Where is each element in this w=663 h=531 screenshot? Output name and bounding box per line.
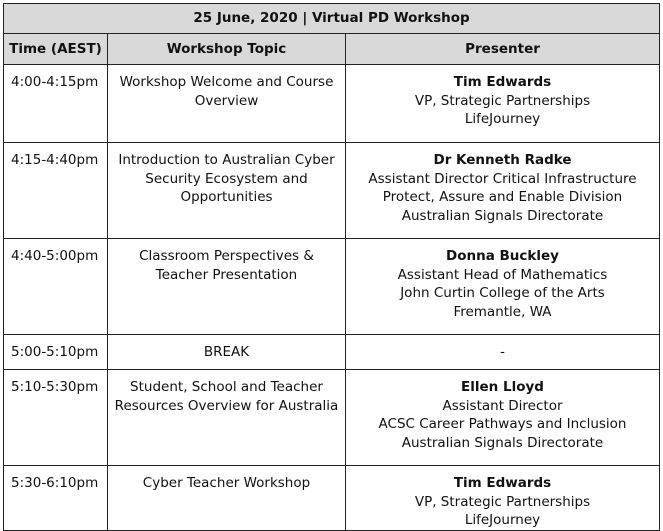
presenter-name: Tim Edwards: [453, 475, 552, 491]
presenter-detail: Fremantle, WA: [453, 303, 552, 320]
presenter-detail: Assistant Head of Mathematics: [397, 266, 608, 283]
presenter-detail: Protect, Assure and Enable Division: [382, 189, 623, 205]
session-presenter: [346, 65, 660, 143]
table-row: [4, 239, 660, 335]
table-row: [4, 370, 660, 466]
workshop-schedule-table: [3, 3, 660, 531]
session-presenter: [346, 370, 660, 466]
presenter-detail: Australian Signals Directorate: [401, 207, 604, 224]
header-presenter: Presenter: [346, 34, 660, 65]
presenter-detail: LifeJourney: [464, 512, 541, 528]
session-time: 5:00-5:10pm: [4, 335, 108, 370]
session-presenter: [346, 239, 660, 335]
presenter-detail: Assistant Director: [442, 397, 563, 414]
title-row: [4, 4, 660, 34]
presenter-detail: ACSC Career Pathways and Inclusion: [378, 416, 627, 432]
presenter-name: Tim Edwards: [453, 74, 552, 90]
session-topic: Workshop Welcome and Course Overview: [108, 65, 346, 143]
schedule-title: 25 June, 2020 | Virtual PD Workshop: [4, 4, 660, 34]
table-row: [4, 335, 660, 370]
session-time: 4:40-5:00pm: [4, 239, 108, 335]
column-header-row: [4, 34, 660, 65]
header-time: Time (AEST): [4, 34, 108, 65]
session-time: 5:30-6:10pm: [4, 466, 108, 531]
session-topic: Student, School and Teacher Resources Overview for Australia: [108, 370, 346, 466]
session-presenter: [346, 466, 660, 531]
session-presenter: [346, 335, 660, 370]
presenter-name: Ellen Lloyd: [461, 379, 544, 395]
session-topic: Introduction to Australian Cyber Security Ecosystem and Opportunities: [108, 143, 346, 239]
session-time: 4:15-4:40pm: [4, 143, 108, 239]
presenter-detail: Australian Signals Directorate: [401, 434, 604, 451]
session-time: 4:00-4:15pm: [4, 65, 108, 143]
presenter-detail: VP, Strategic Partnerships: [414, 493, 591, 510]
session-topic: BREAK: [108, 335, 346, 370]
presenter-name: Dr Kenneth Radke: [433, 152, 572, 168]
session-presenter: [346, 143, 660, 239]
presenter-detail: -: [500, 344, 505, 360]
header-topic: Workshop Topic: [108, 34, 346, 65]
presenter-detail: Assistant Director Critical Infrastructure: [368, 170, 637, 187]
presenter-name: Donna Buckley: [446, 248, 559, 264]
session-time: 5:10-5:30pm: [4, 370, 108, 466]
session-topic: Classroom Perspectives & Teacher Presentation: [108, 239, 346, 335]
presenter-detail: VP, Strategic Partnerships: [414, 92, 591, 109]
table-row: [4, 466, 660, 531]
session-topic: Cyber Teacher Workshop: [108, 466, 346, 531]
presenter-detail: John Curtin College of the Arts: [400, 285, 605, 301]
table-row: [4, 65, 660, 143]
table-row: [4, 143, 660, 239]
presenter-detail: LifeJourney: [464, 111, 541, 127]
